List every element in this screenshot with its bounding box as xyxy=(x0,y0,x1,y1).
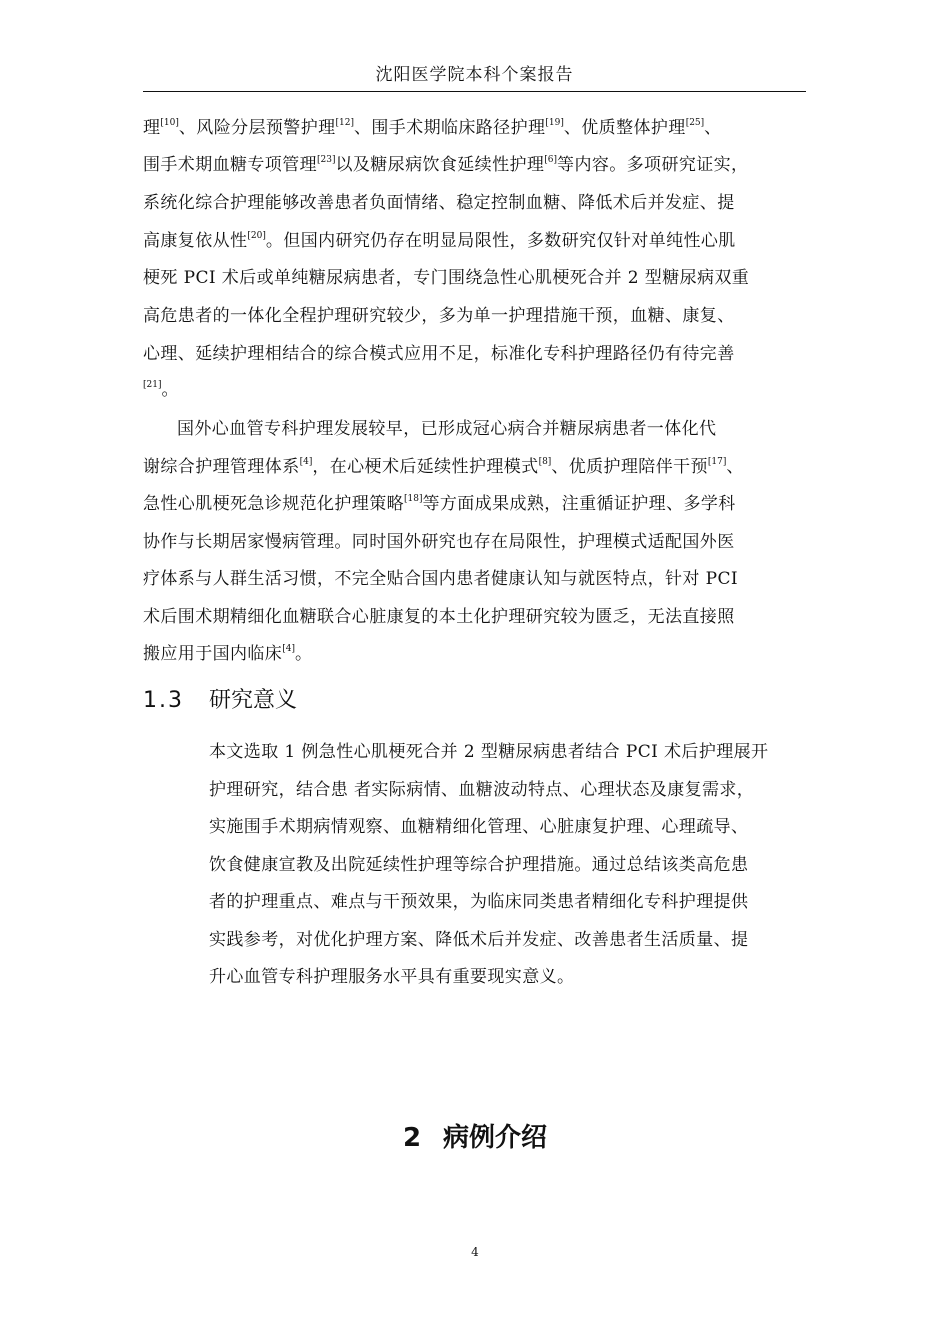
text-line: 心理、延续护理相结合的综合模式应用不足，标准化专科护理路径仍有待完善 xyxy=(143,344,735,364)
text-line: 系统化综合护理能够改善患者负面情绪、稳定控制血糖、降低术后并发症、提 xyxy=(143,193,735,213)
page-number: 4 xyxy=(471,1245,479,1259)
text-line xyxy=(143,148,748,182)
text-line xyxy=(143,450,744,484)
text-run: 、围手术期临床路径护理 xyxy=(353,118,546,138)
text-run: 、 xyxy=(704,118,722,138)
text-run: 围手术期血糖专项管理 xyxy=(143,155,317,175)
section-title: 研究意义 xyxy=(209,688,298,713)
citation-ref: [19] xyxy=(545,118,564,128)
text-run: 。 xyxy=(161,380,179,400)
text-line xyxy=(143,111,722,145)
text-line: 升心血管专科护理服务水平具有重要现实意义。 xyxy=(209,967,575,987)
text-run: 等方面成果成熟，注重循证护理、多学科 xyxy=(422,494,736,514)
text-run: 、 xyxy=(726,457,744,477)
text-line: 高危患者的一体化全程护理研究较少，多为单一护理措施干预，血糖、康复、 xyxy=(143,306,735,326)
text-run: 急性心肌梗死急诊规范化护理策略 xyxy=(143,494,404,514)
citation-ref: [21] xyxy=(143,380,162,390)
text-line: 实践参考，对优化护理方案、降低术后并发症、改善患者生活质量、提 xyxy=(209,930,749,950)
text-line: 护理研究，结合患 者实际病情、血糖波动特点、心理状态及康复需求， xyxy=(209,780,755,800)
citation-ref: [23] xyxy=(317,155,336,165)
text-line xyxy=(143,487,736,521)
chapter-number: 2 xyxy=(402,1123,422,1153)
text-line xyxy=(143,373,179,407)
text-run: 等内容。多项研究证实， xyxy=(557,155,749,175)
text-run: 、优质护理陪伴干预 xyxy=(551,457,708,477)
text-run: ，在心梗术后延续性护理模式 xyxy=(312,457,539,477)
citation-ref: [17] xyxy=(707,457,727,467)
text-run: 。但国内研究仍存在明显局限性，多数研究仅针对单纯性心肌 xyxy=(265,231,736,251)
text-run: 理 xyxy=(143,118,161,138)
chapter-heading xyxy=(0,1118,950,1158)
citation-ref: [8] xyxy=(538,457,552,467)
text-line: 本文选取 1 例急性心肌梗死合并 2 型糖尿病患者结合 PCI 术后护理展开 xyxy=(209,742,769,762)
text-run: 。 xyxy=(294,644,313,664)
text-line: 者的护理重点、难点与干预效果，为临床同类患者精细化专科护理提供 xyxy=(209,892,749,912)
text-line xyxy=(143,637,312,671)
text-line: 协作与长期居家慢病管理。同时国外研究也存在局限性，护理模式适配国外医 xyxy=(143,532,735,552)
header-rule xyxy=(143,91,806,92)
text-run: 高康复依从性 xyxy=(143,231,248,251)
text-run: 谢综合护理管理体系 xyxy=(143,457,300,477)
citation-ref: [4] xyxy=(282,644,295,654)
text-line: 实施围手术期病情观察、血糖精细化管理、心脏康复护理、心理疏导、 xyxy=(209,817,749,837)
text-line xyxy=(143,224,736,258)
citation-ref: [4] xyxy=(299,457,313,467)
text-run: 、风险分层预警护理 xyxy=(178,118,336,138)
citation-ref: [18] xyxy=(404,494,423,504)
text-line: 疗体系与人群生活习惯，不完全贴合国内患者健康认知与就医特点，针对 PCI xyxy=(143,569,738,589)
text-run: 以及糖尿病饮食延续性护理 xyxy=(335,155,545,175)
text-line: 梗死 PCI 术后或单纯糖尿病患者，专门围绕急性心肌梗死合并 2 型糖尿病双重 xyxy=(143,268,750,288)
text-run: 、优质整体护理 xyxy=(563,118,686,138)
citation-ref: [20] xyxy=(247,231,266,241)
section-heading xyxy=(143,684,297,718)
running-header: 沈阳医学院本科个案报告 xyxy=(375,65,574,85)
text-line: 饮食健康宣教及出院延续性护理等综合护理措施。通过总结该类高危患 xyxy=(209,855,749,875)
citation-ref: [10] xyxy=(160,118,179,128)
citation-ref: [6] xyxy=(544,155,558,165)
text-line: 术后围术期精细化血糖联合心脏康复的本土化护理研究较为匮乏，无法直接照 xyxy=(143,607,735,627)
citation-ref: [12] xyxy=(335,118,354,128)
text-run: 搬应用于国内临床 xyxy=(143,644,283,664)
text-line: 国外心血管专科护理发展较早，已形成冠心病合并糖尿病患者一体化代 xyxy=(177,419,717,439)
section-number: 1.3 xyxy=(143,688,184,713)
chapter-title: 病例介绍 xyxy=(443,1123,548,1153)
citation-ref: [25] xyxy=(685,118,705,128)
